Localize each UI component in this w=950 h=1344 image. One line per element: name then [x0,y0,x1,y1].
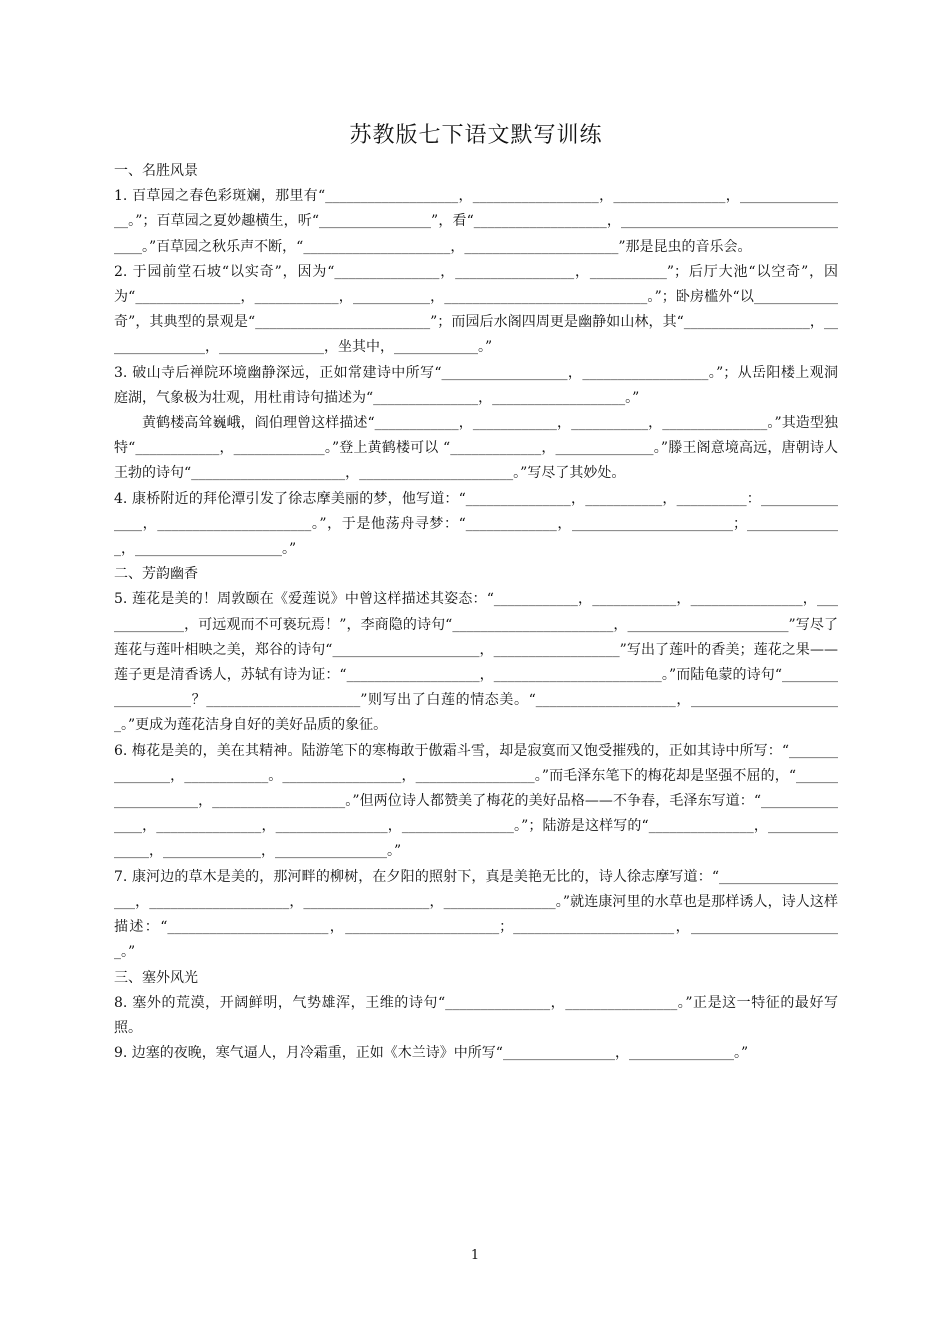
question-paragraph: 4. 康桥附近的拜伦潭引发了徐志摩美丽的梦，他写道：“_______________，___________，__________：_______________，______________________。”，于是他荡舟寻梦：“_____________，_______________________；______________，_____________________。” [114,490,838,558]
question-paragraph: 6. 梅花是美的，美在其精神。陆游笔下的寒梅敢于傲霜斗雪，却是寂寞而又饱受摧残的，正如其诗中所写：“_______________，____________。_________________，_________________。”而毛泽东笔下的梅花却是坚强不屈的，“__________________，___________________。”但两位诗人都赞美了梅花的美好品格——不争春，毛泽东写道：“_______________，_______________，________________，________________。”；陆游是这样写的“_______________，_______________，______________，________________。” [114,742,838,860]
question-paragraph: 3. 破山寺后禅院环境幽静深远，正如常建诗中所写“__________________，__________________。”；从岳阳楼上观洞庭湖，气象极为壮观，用杜甫诗句描述为“_______________，___________________。” [114,364,838,406]
section-heading: 一、名胜风景 [114,163,198,179]
section-heading: 三、塞外风光 [114,969,198,986]
document-page [114,118,838,1066]
question-paragraph: 8. 塞外的荒漠，开阔鲜明，气势雄浑，王维的诗句“_______________，________________。”正是这一特征的最好写照。 [114,994,838,1036]
question-paragraph: 2. 于园前堂石坡“以实奇”，因为“_______________，_________________，___________”；后厅大池“以空奇”，因为“_______________，____________，___________，_____________________________。”；卧房槛外“以____________奇”，其典型的景观是“_________________________”；而园后水阁四周更是幽静如山林，其“__________________，_______________，_______________，坐其中，____________。” [114,263,838,356]
question-paragraph: 9. 边塞的夜晚，寒气逼人，月冷霜重，正如《木兰诗》中所写“________________，_______________。” [114,1045,749,1062]
page-number: 1 [470,1248,480,1263]
section-heading: 二、芳韵幽香 [114,566,198,583]
question-paragraph: 1. 百草园之春色彩斑斓，那里有“___________________，__________________，________________，________________。”；百草园之夏妙趣横生，听“________________”，看“___________________，___________________________________。”百草园之秋乐声不断，“_____________________，______________________”那是昆虫的音乐会。 [114,188,838,255]
question-paragraph: 5. 莲花是美的！周敦颐在《爱莲说》中曾这样描述其姿态：“____________，____________，________________，_____________，可远观而不可亵玩焉！”，李商隐的诗句“_______________________，_______________________”写尽了莲花与莲叶相映之美，郑谷的诗句“_____________________，__________________”写出了莲叶的香美；莲花之果——莲子更是清香诱人，苏轼有诗为证：“___________________，________________________。”而陆龟蒙的诗句“___________________？______________________”则写出了白莲的情态美。“____________________，______________________。”更成为莲花洁身自好的美好品质的象征。 [114,591,838,734]
page-title: 苏教版七下语文默写训练 [349,123,603,148]
question-paragraph: 黄鹤楼高耸巍峨，阎伯理曾这样描述“____________，____________，___________，_______________。”其造型独特“____________，_____________。”登上黄鹤楼可以 “_____________，______________。”滕王阁意境高远，唐朝诗人王勃的诗句“______________________，______________________。”写尽了其妙处。 [114,415,838,482]
question-paragraph: 7. 康河边的草木是美的，那河畔的柳树，在夕阳的照射下，真是美艳无比的，诗人徐志摩写道：“____________________，____________________，__________________，________________。”就连康河里的水草也是那样诱人，诗人这样描述：“_______________________，______________________；_______________________，______________________。” [114,868,838,961]
